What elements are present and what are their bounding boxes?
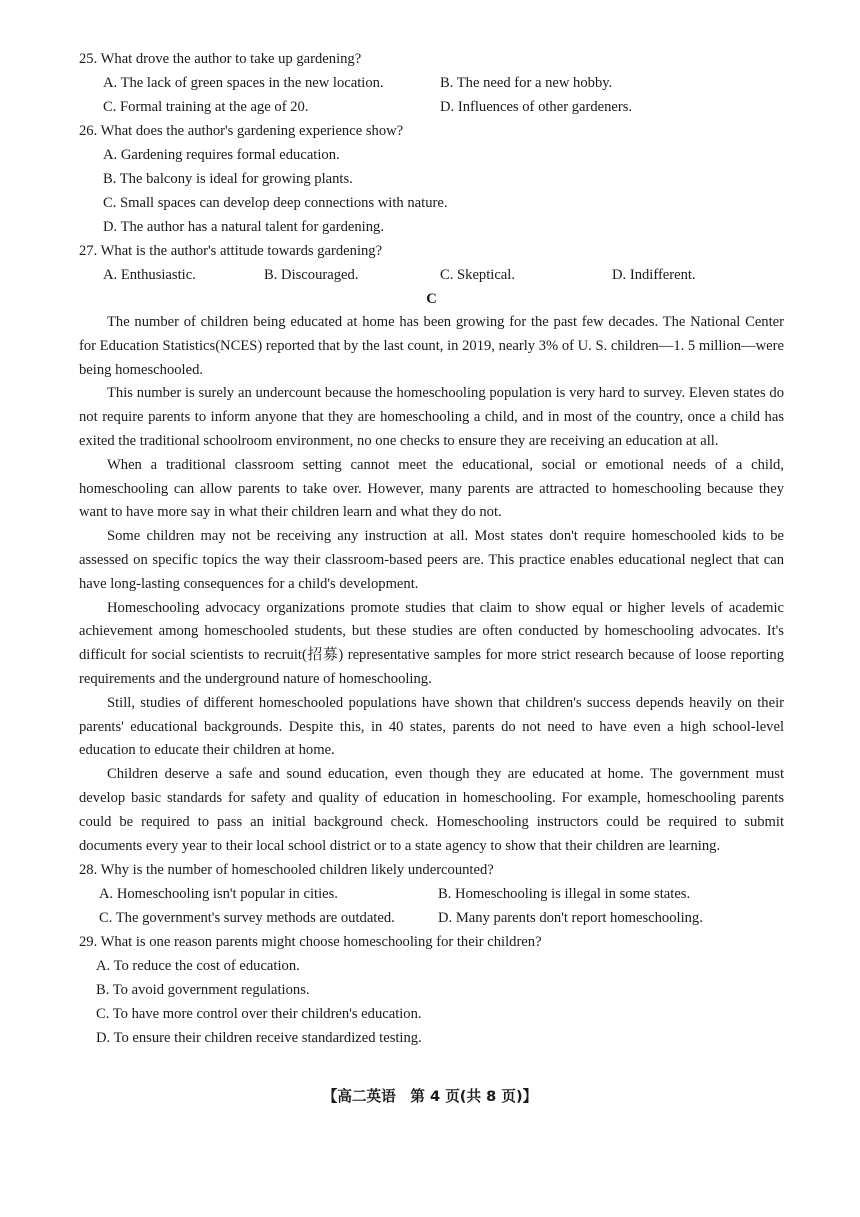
section-heading: C [426,291,437,307]
question-26-option-b: B. The balcony is ideal for growing plants. [103,171,353,187]
question-26-option-d: D. The author has a natural talent for gardening. [103,219,384,235]
question-28-option-b: B. Homeschooling is illegal in some states. [438,886,691,903]
question-28-option-a: A. Homeschooling isn't popular in cities. [99,886,338,903]
question-27-option-b: B. Discouraged. [264,267,359,283]
question-28-option-d: D. Many parents don't report homeschooling. [438,910,703,927]
question-29-option-c: C. To have more control over their children's education. [96,1006,422,1023]
question-25-options-row-2 [79,95,784,119]
page-footer: 【高二英语 第 4 页(共 8 页)】 [322,1088,538,1105]
question-25-stem: 25. What drove the author to take up gardening? [79,51,362,67]
passage-paragraph-5: Homeschooling advocacy organizations promote studies that claim to show equal or higher levels of academic achievement among homeschooled students, but these studies are often conducted by homeschooling advocates. It's difficult for social scientists to recruit(招募) representative samples for more strict research because of loose reporting requirements and the underground nature of homeschooling. [79,599,784,687]
question-28-option-c: C. The government's survey methods are outdated. [99,910,395,927]
exam-page [79,47,784,1050]
question-25-options-row-1 [79,71,784,95]
passage-paragraph-6: Still, studies of different homeschooled populations have shown that children's success depends heavily on their parents' educational backgrounds. Despite this, in 40 states, parents do not need to have even a high school-level education to educate their children at home. [79,694,784,759]
question-26-option-c: C. Small spaces can develop deep connections with nature. [103,195,448,211]
passage-paragraph-3: When a traditional classroom setting cannot meet the educational, social or emotional needs of a child, homeschooling can allow parents to take over. However, many parents are attracted to homeschooling because they want to have more say in what their children learn and what they do not. [79,456,784,521]
passage-paragraph-7: Children deserve a safe and sound education, even though they are educated at home. The government must develop basic standards for safety and quality of education in homeschooling. For example, homeschooling parents could be required to pass an initial background check. Homeschooling instructors could be required to submit documents every year to their local school district or to a state agency to show that their children are learning. [79,766,784,854]
question-27-stem: 27. What is the author's attitude towards gardening? [79,243,383,259]
question-25-option-c: C. Formal training at the age of 20. [103,99,309,115]
question-29-option-d: D. To ensure their children receive standardized testing. [96,1030,422,1047]
question-29-option-a: A. To reduce the cost of education. [96,958,300,975]
question-27-options [79,263,784,287]
question-26-option-a: A. Gardening requires formal education. [103,147,340,163]
question-25-option-a: A. The lack of green spaces in the new location. [103,75,384,91]
question-26-stem: 26. What does the author's gardening experience show? [79,123,404,139]
question-25-option-d: D. Influences of other gardeners. [440,99,633,115]
question-28-options-row-2 [79,906,784,930]
passage-paragraph-4: Some children may not be receiving any instruction at all. Most states don't require homeschooled kids to be assessed on specific topics the way their classroom-based peers are. This practice enables educational neglect that can have long-lasting consequences for a child's development. [79,528,784,592]
question-29-option-b: B. To avoid government regulations. [96,982,310,999]
passage-paragraph-2: This number is surely an undercount because the homeschooling population is very hard to survey. Eleven states do not require parents to inform anyone that they are homeschooling a child, and in most of the country, once a child has exited the traditional schoolroom environment, no one checks to ensure they are receiving an education at all. [79,385,784,449]
passage-paragraph-1: The number of children being educated at home has been growing for the past few decades. The National Center for Education Statistics(NCES) reported that by the last count, in 2019, nearly 3% of U. S. children—1. 5 million—were being homeschooled. [79,314,784,378]
question-25-option-b: B. The need for a new hobby. [440,75,613,91]
question-29-stem: 29. What is one reason parents might choose homeschooling for their children? [79,934,542,951]
question-28-stem: 28. Why is the number of homeschooled children likely undercounted? [79,862,494,879]
passage [79,311,784,858]
question-27-option-a: A. Enthusiastic. [103,267,196,283]
question-27-option-c: C. Skeptical. [440,267,515,283]
question-28-options-row-1 [79,882,784,906]
question-27-option-d: D. Indifferent. [612,267,696,283]
